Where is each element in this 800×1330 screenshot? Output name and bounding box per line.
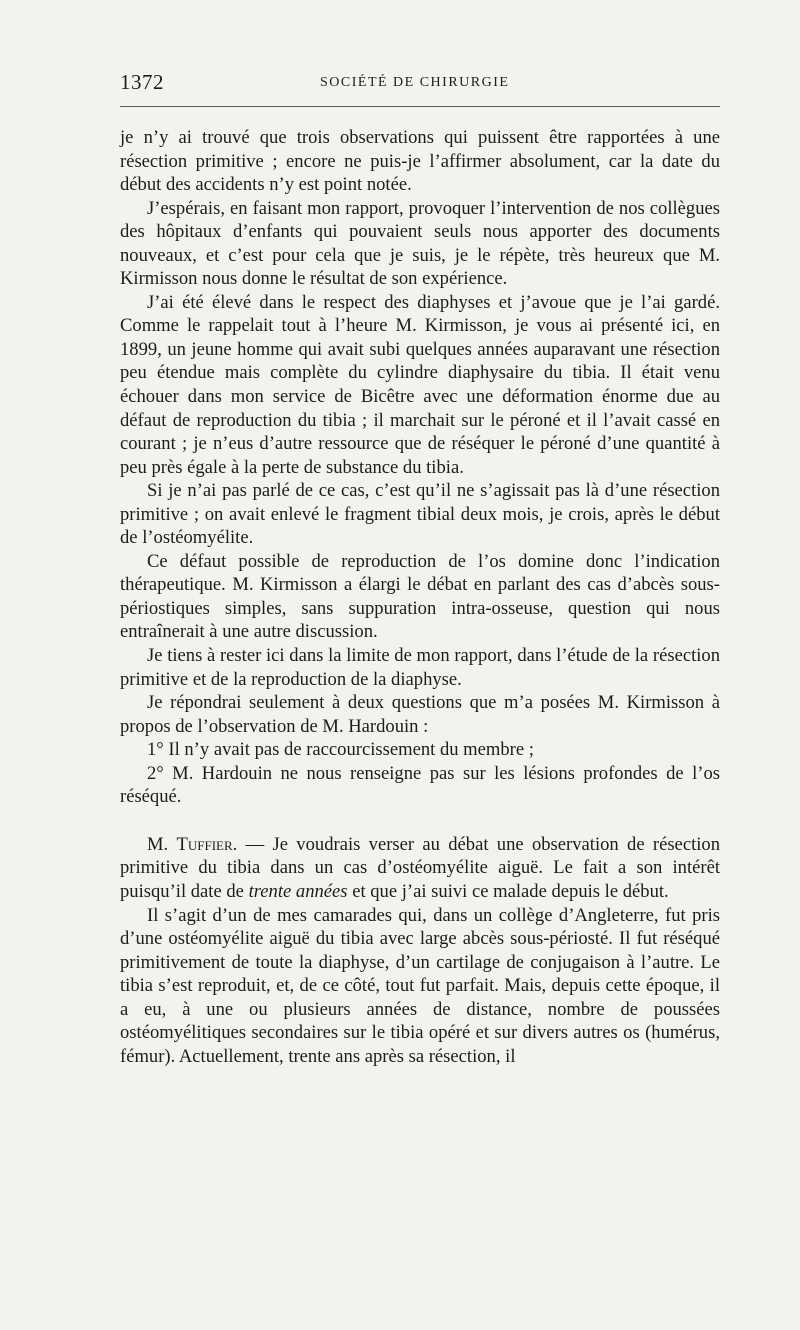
paragraph-list-item-2: 2° M. Hardouin ne nous renseigne pas sur les lésions profondes de l’os réséqué. [120,762,720,808]
speaker-name: Tuffier [176,833,233,855]
body-text [120,126,720,1068]
speaker-prefix: M. [147,833,177,855]
tuffier-italic: trente années [248,880,348,902]
paragraph-continuation: je n’y ai trouvé que trois observations qui puissent être rapportées à une résection primitive ; encore ne puis-je l’affirmer absolument, car la date du début des accidents n’y est point notée. [120,127,720,196]
header-rule [120,106,720,107]
page-number: 1372 [120,70,164,94]
paragraph: Ce défaut possible de reproduction de l’os domine donc l’indication thérapeutique. M. Kirmisson a élargi le débat en parlant des cas d’abcès sous-périostiques simples, sans suppuration intra-osseuse, question qui nous entraînerait à une autre discussion. [120,550,720,643]
paragraph: Si je n’ai pas parlé de ce cas, c’est qu’il ne s’agissait pas là d’une résection primitive ; on avait enlevé le fragment tibial deux mois, je crois, après le début de l’ostéomyélite. [120,480,720,549]
paragraph: Je tiens à rester ici dans la limite de mon rapport, dans l’étude de la résection primitive et de la reproduction de la diaphyse. [120,645,720,690]
paragraph: Il s’agit d’un de mes camarades qui, dans un collège d’Angleterre, fut pris d’une ostéomyélite aiguë du tibia avec large abcès sous-périosté. Il fut réséqué primitivement de toute la diaphyse, d’un cartilage de conjugaison à l’autre. Le tibia s’est reproduit, et, de ce côté, tout fut parfait. Mais, depuis cette époque, il a eu, à une ou plusieurs années de distance, nombre de poussées ostéomyélitiques secondaires sur le tibia opéré et sur divers autres os (humérus, fémur). Actuellement, trente ans après sa résection, il [120,904,720,1067]
running-head [120,70,720,100]
paragraph: Je répondrai seulement à deux questions que m’a posées M. Kirmisson à propos de l’observation de M. Hardouin : [120,692,720,737]
tuffier-paragraph [120,833,720,904]
tuffier-text-2: et que j’ai suivi ce malade depuis le début. [347,880,669,902]
paragraph-list-item-1: 1° Il n’y avait pas de raccourcissement du membre ; [147,739,534,761]
paragraph: J’espérais, en faisant mon rapport, provoquer l’intervention de nos collègues des hôpitaux d’enfants qui pouvaient seuls nous apporter des documents nouveaux, et c’est pour cela que je suis, je le répète, très heureux que M. Kirmisson nous donne le résultat de son expérience. [120,197,720,290]
journal-title: SOCIÉTÉ DE CHIRURGIE [320,75,510,90]
paragraph: J’ai été élevé dans le respect des diaphyses et j’avoue que je l’ai gardé. Comme le rappelait tout à l’heure M. Kirmisson, je vous ai présenté ici, en 1899, un jeune homme qui avait subi quelques années auparavant une résection peu étendue mais complète du cylindre diaphysaire du tibia. Il était venu échouer dans mon service de Bicêtre avec une déformation énorme due au défaut de reproduction du tibia ; il marchait sur le péroné et il l’avait cassé en courant ; je n’eus d’autre ressource que de réséquer le péroné d’une quantité à peu près égale à la perte de substance du tibia. [120,291,720,478]
tuffier-text-1: . — Je voudrais verser au débat une observation de résection primitive du tibia dans un cas d’ostéomyélite aiguë. Le fait a son intérêt puisqu’il date de [120,833,720,902]
